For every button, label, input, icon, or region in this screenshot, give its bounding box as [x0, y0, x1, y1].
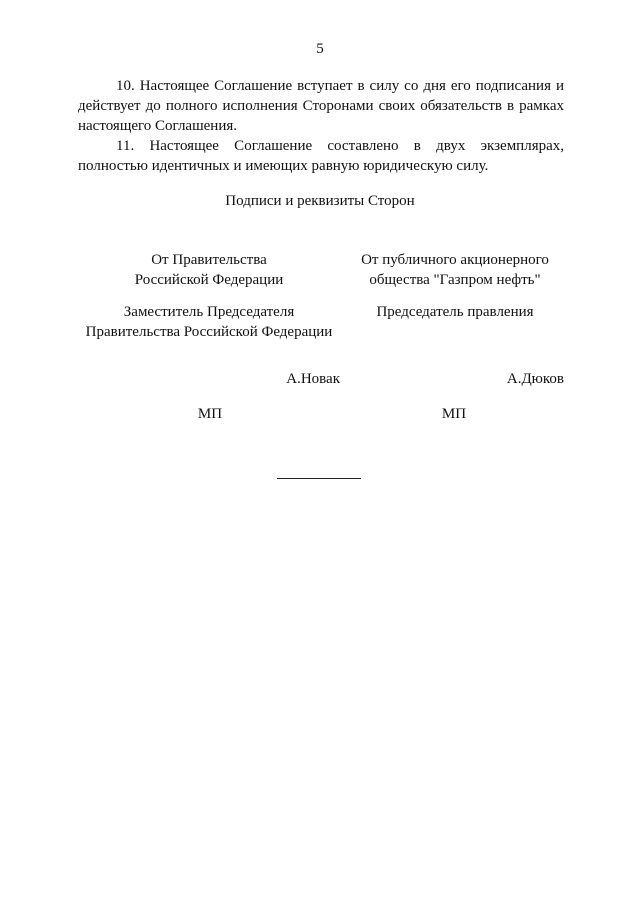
clause-11: 11. Настоящее Соглашение составлено в двух экземплярах, полностью идентичных и имеющих равную юридическую силу.	[78, 138, 564, 174]
clause-10: 10. Настоящее Соглашение вступает в силу со дня его подписания и действует до полного исполнения Сторонами своих обязательств в рамках настоящего Соглашения.	[78, 78, 564, 134]
right-position-line1: Председатель правления	[376, 304, 534, 320]
right-party-org-line1: От публичного акционерного	[361, 252, 549, 268]
right-signatory-position	[340, 302, 570, 322]
right-seal-mark: МП	[441, 406, 467, 422]
left-position-line2: Правительства Российской Федерации	[85, 324, 333, 340]
left-party-org-line2: Российской Федерации	[134, 272, 284, 288]
left-seal-mark: МП	[197, 406, 223, 422]
left-signatory-name: А.Новак	[286, 371, 340, 387]
left-party-organization	[78, 250, 340, 290]
page-number: 5	[316, 41, 324, 57]
right-signatory-name: А.Дюков	[506, 371, 564, 387]
signatures-title: Подписи и реквизиты Сторон	[225, 193, 415, 209]
right-party-organization	[340, 250, 570, 290]
left-position-line1: Заместитель Председателя	[123, 304, 295, 320]
left-signatory-position	[78, 302, 340, 342]
left-party-org-line1: От Правительства	[151, 252, 267, 268]
document-end-rule	[277, 478, 361, 479]
right-party-org-line2: общества "Газпром нефть"	[369, 272, 541, 288]
clauses	[78, 76, 564, 176]
